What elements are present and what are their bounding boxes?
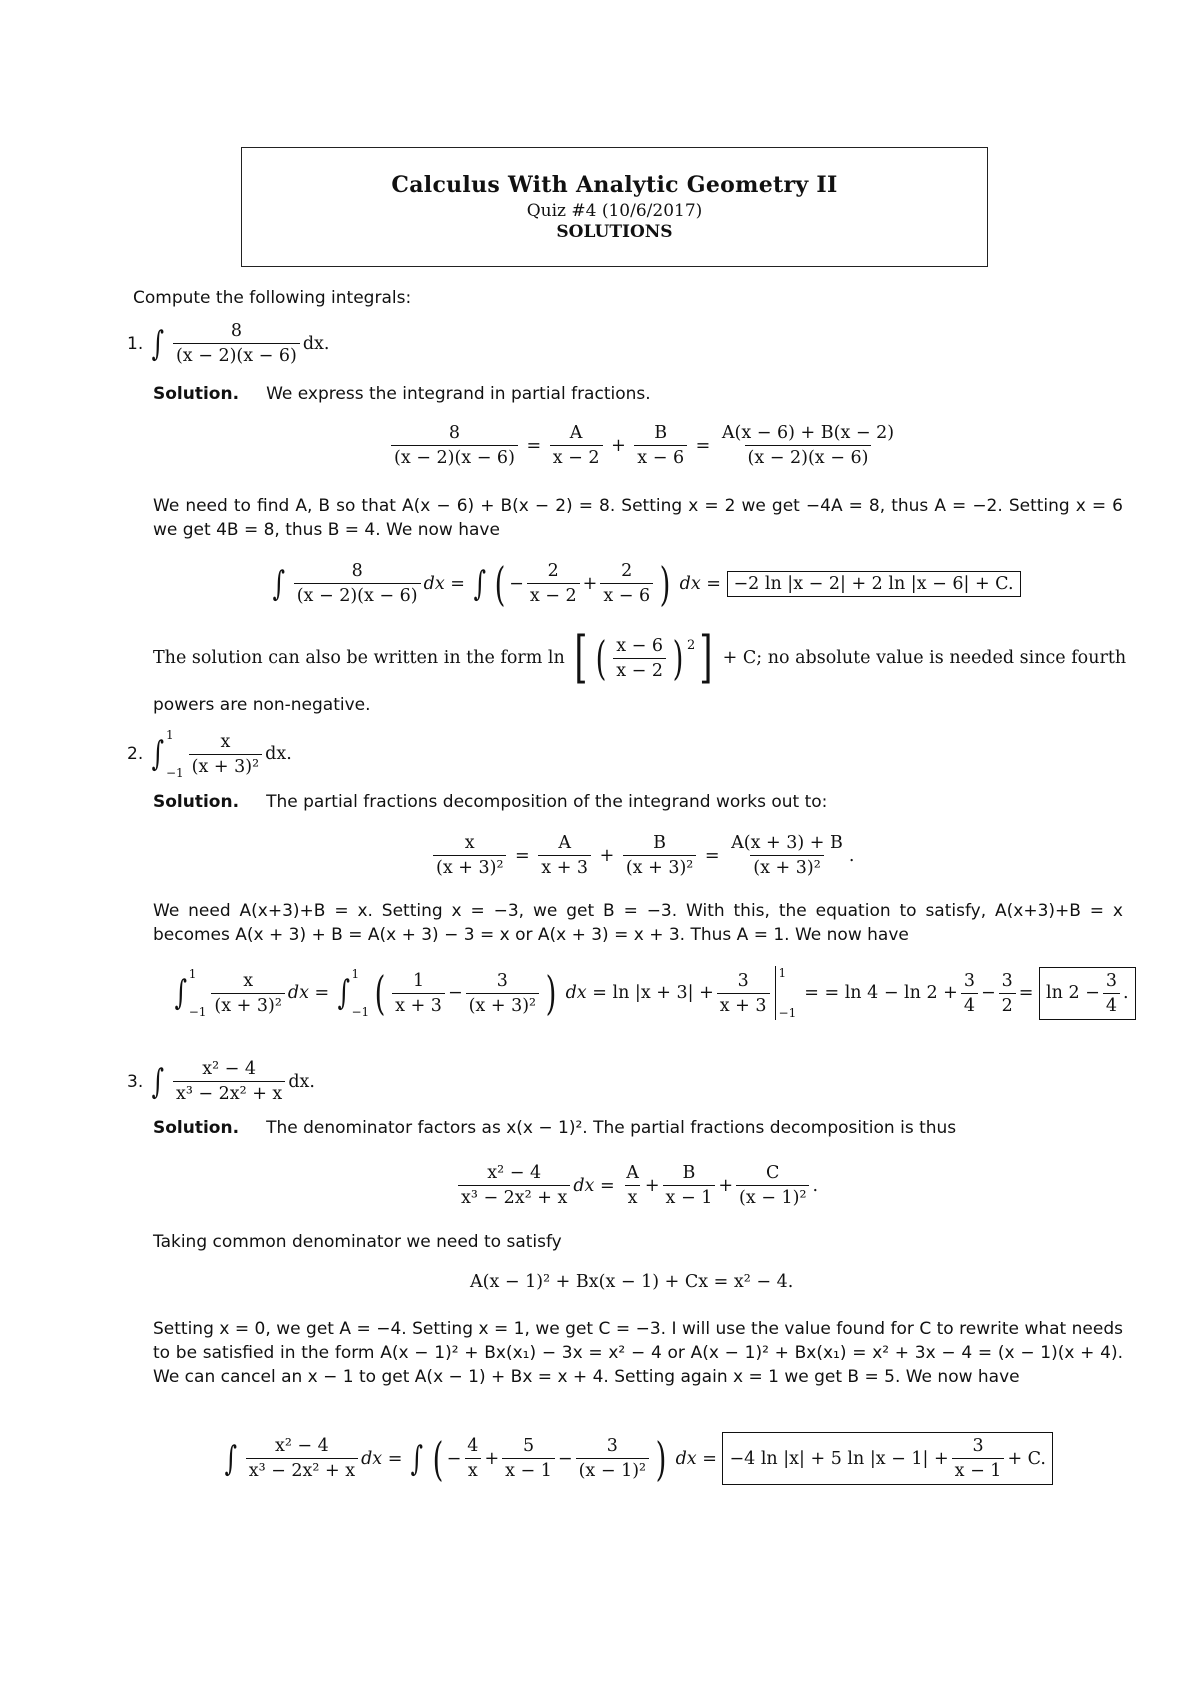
quiz-subtitle: Quiz #4 (10/6/2017) [526,201,703,221]
header-box [241,147,988,267]
problem-1-statement: 1. ∫ $\frac{8}{(x - 2)(x - 6)}$ dx. [127,321,330,366]
problem-2-partial-fractions: $\frac{x}{\text{(x + 3)²}}$ = $\frac{A}{x + 3}$ + $\frac{B}{\text{(x + 3)²}}$ = $\frac{A(x + 3) + B}{\text{(x + 3)²}}$ . [430,832,854,879]
problem-3-para0: Taking common denominator we need to satisfy [153,1232,562,1252]
problem-3-partial-fractions: $\frac{\text{x² − 4}}{\text{x³ − 2x² + x}}$ dx = $\frac{A}{x}$ + $\frac{B}{x - 1}$ + $\frac{C}{\text{(x − 1)²}}$ . [455,1162,818,1209]
problem-2-answer-box: ln 2 − $\frac{3}{4}$ . [1039,967,1136,1020]
problem-1-alt-form: The solution can also be written in the form ln [ ( $\frac{x - 6}{x - 2}$ ) $^2$ ] + C; no absolute value is needed since fourth [153,625,1127,690]
problem-3-result: ∫ $\frac{\text{x² − 4}}{\text{x³ − 2x² + x}}$ dx = ∫ ( − $\frac{4}{x}$ + $\frac{5}{x - 1}$ − $\frac{3}{\text{(x − 1)²}}$ ) dx = −4 ln |x| + 5 ln |x − 1| + $\frac{3}{x - 1}$ + C. [222,1432,1053,1485]
problem-1-answer-box: −2 ln |x − 2| + 2 ln |x − 6| + C. [727,571,1021,597]
problem-3-equation: A(x − 1)² + Bx(x − 1) + Cx = x² − 4. [470,1272,794,1292]
intro-text: Compute the following integrals: [133,288,412,308]
problem-1-integrand: $\frac{8}{(x - 2)(x - 6)}$ [173,320,300,367]
problem-1-alt-line2: powers are non-negative. [153,695,371,715]
problem-2-lead: Solution. The partial fractions decomposition of the integrand works out to: [153,792,828,812]
problem-3-paragraph: Setting x = 0, we get A = −4. Setting x = 1, we get C = −3. I will use the value found for C to rewrite what needs to be satisfied in the form A(x − 1)² + Bx(x₁) − 3x = x² − 4 or A(x − 1)² + Bx(x₁) = x² + 3x − 4 = (x − 1)(x + 4). We can cancel an x − 1 to get A(x − 1) + Bx = x + 4. Setting again x = 1 we get B = 5. We now have [153,1319,1123,1387]
problem-2-result: ∫ 1 −1 $\frac{x}{\text{(x + 3)²}}$ dx = ∫ 1 −1 ( $\frac{1}{x + 3}$ − $\frac{3}{\text{(x + 3)²}}$ ) dx = ln |x + 3| + $\frac{3}{x + 3}$ 1 −1 = = ln 4 − ln 2 + $\frac{3}{4}$ − $\frac{3}{2}$ = ln 2 − $\frac{3}{4}$ . [172,966,1136,1020]
problem-1-lead: Solution. We express the integrand in partial fractions. [153,384,651,404]
problem-3-answer-box: −4 ln |x| + 5 ln |x − 1| + $\frac{3}{x - 1}$ + C. [722,1432,1053,1485]
solutions-label: SOLUTIONS [556,222,673,242]
problem-1-result: ∫ $\frac{8}{(x - 2)(x - 6)}$ dx = ∫ ( − $\frac{2}{x - 2}$ + $\frac{2}{x - 6}$ ) dx = −2 ln |x − 2| + 2 ln |x − 6| + C. [270,560,1021,607]
problem-2-paragraph: We need A(x+3)+B = x. Setting x = −3, we get B = −3. With this, the equation to satisfy, A(x+3)+B = x becomes A(x + 3) + B = A(x + 3) − 3 = x or A(x + 3) = x + 3. Thus A = 1. We now have [153,901,1123,945]
problem-2-statement: 2. ∫ 1 −1 $\frac{x}{\text{(x + 3)²}}$ dx. [127,728,292,780]
problem-3-statement: 3. ∫ $\frac{\text{x² − 4}}{\text{x³ − 2x² + x}}$ dx. [127,1059,315,1104]
page-title: Calculus With Analytic Geometry II [391,172,838,198]
problem-1-paragraph: We need to find A, B so that A(x − 6) + B(x − 2) = 8. Setting x = 2 we get −4A = 8, thus A = −2. Setting x = 6 we get 4B = 8, thus B = 4. We now have [153,496,1123,540]
problem-1-partial-fractions: $\frac{8}{(x - 2)(x - 6)}$ = $\frac{A}{x - 2}$ + $\frac{B}{x - 6}$ = $\frac{A(x - 6) + B(x - 2)}{(x - 2)(x - 6)}$ [388,422,900,469]
problem-3-lead: Solution. The denominator factors as x(x − 1)². The partial fractions decomposition is thus [153,1118,957,1138]
